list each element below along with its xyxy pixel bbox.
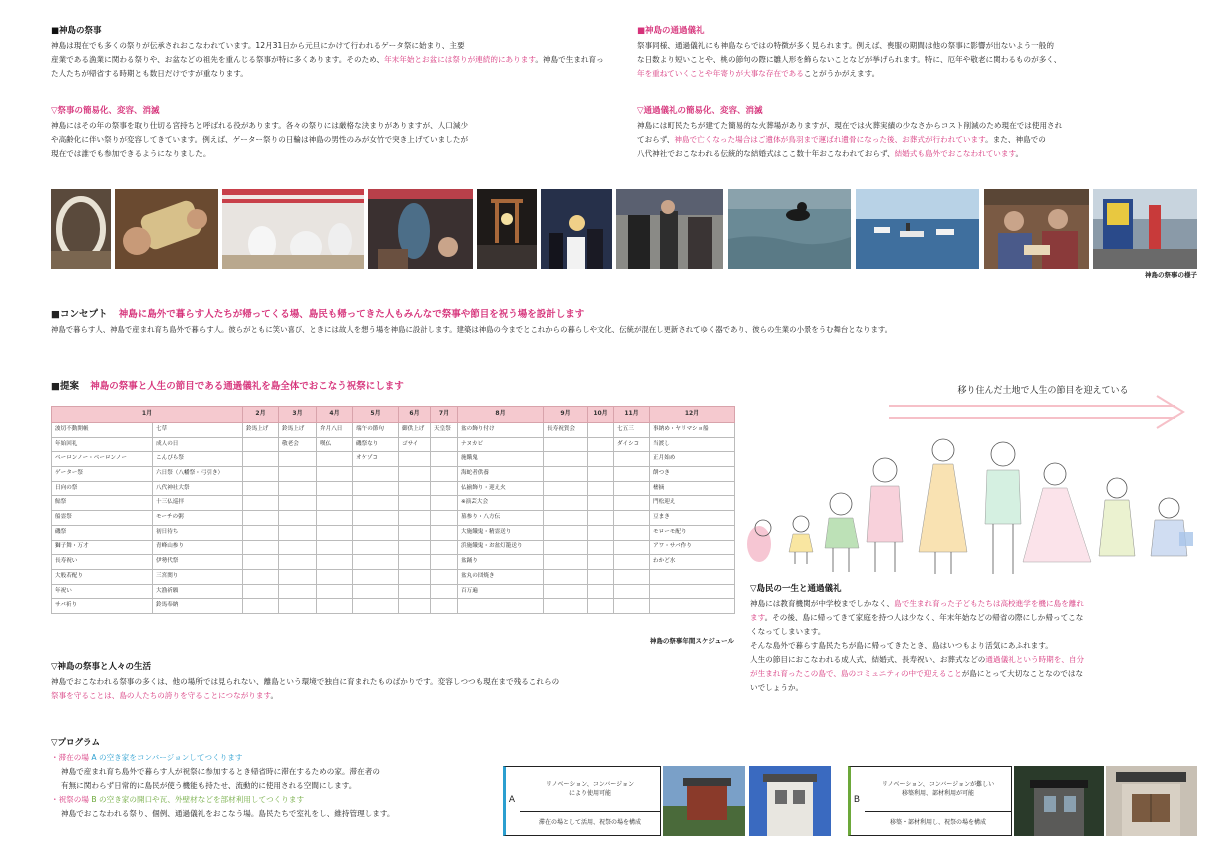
schedule-cell: [588, 584, 614, 599]
schedule-cell: 八代神社大祭: [153, 481, 243, 496]
schedule-cell: [650, 569, 735, 584]
schedule-cell: [544, 599, 588, 614]
people-body: 神島でおこなわれる祭事の多くは、他の場所では見られない、離島という環境で独自に育まれたものばかりです。変容しつつも現在まで残るこれらの 祭事を守ることは、島の人たちの誇りを守ることにつながります。: [51, 676, 560, 700]
schedule-cell: [353, 496, 399, 511]
festival-photo-11: [1093, 189, 1197, 269]
schedule-row: [52, 525, 735, 540]
schedule-cell: 天皇祭: [431, 423, 458, 438]
schedule-cell: 成人の日: [153, 437, 243, 452]
schedule-cell: [614, 467, 650, 482]
festival-section: [51, 24, 611, 81]
simplify-title: ▽祭事の簡易化、変容、消滅: [51, 106, 160, 116]
schedule-cell: [279, 467, 317, 482]
schedule-cell: [431, 452, 458, 467]
schedule-cell: わかど水: [650, 555, 735, 570]
schedule-cell: [588, 540, 614, 555]
festival-photo-7: [616, 189, 723, 269]
schedule-cell: [431, 525, 458, 540]
elder-woman-figure: [1099, 478, 1135, 556]
schedule-cell: 七五三: [614, 423, 650, 438]
schedule-cell: [544, 555, 588, 570]
schedule-cell: 大漁祈願: [153, 584, 243, 599]
fest-sub: B の空き家の開口や瓦、外壁材などを部材利用してつくります: [91, 795, 305, 805]
simplify-body: 神島にはその年の祭事を取り仕切る宮持ちと呼ばれる役があります。各々の祭りには厳格な決まりがありますが、人口減少 や高齢化に伴い祭りが変容してきています。例えば、ゲーター祭りの日輪は神島の男性のみが女竹で突き上げていましたが 現在では誰でも参加できるようになりました。: [51, 120, 469, 158]
schedule-cell: ナヌカビ: [458, 437, 544, 452]
schedule-cell: 大施餓鬼・精霊送り: [458, 525, 544, 540]
schedule-cell: モーチの粥: [153, 511, 243, 526]
schedule-cell: 大般若配り: [52, 569, 153, 584]
house-b-photo-2: [1106, 766, 1197, 836]
schedule-cell: [431, 467, 458, 482]
schedule-cell: 墓参り・八方伝: [458, 511, 544, 526]
schedule-row: [52, 569, 735, 584]
schedule-table: [51, 406, 735, 614]
program-section: [51, 736, 501, 821]
program-body: ・滞在の場 A の空き家をコンバージョンしてつくります 神島で産まれ育ち島外で暮らす人が祝祭に参加するとき帰省時に滞在するための家。滞在者の 有無に関わらず日常的に島民が使う機能も持たせ、流動的に使用される空間にします。 ・祝祭の場 B の空き家の開口や瓦、外壁材などを部材利用してつくります 神島でおこなわれる祭り、個例、通過儀礼をおこなう場。島民たちで室礼をし、維持管理します。: [51, 752, 395, 819]
schedule-cell: 盆の飾り付け: [458, 423, 544, 438]
schedule-cell: [317, 511, 353, 526]
schedule-cell: 年始回礼: [52, 437, 153, 452]
schedule-cell: [353, 511, 399, 526]
schedule-cell: 年祝い: [52, 584, 153, 599]
schedule-cell: [614, 599, 650, 614]
child-figure: [825, 493, 859, 572]
rites-simplify-body: 神島には町民たちが建てた簡易的な火葬場がありますが、現在では火葬実績の少なさからコスト削減のため現在では使用され ておらず、神島で亡くなった場合はご遺体が鳥羽まで運ばれ遺骨になった後、お葬式が行われています。また、神島での 八代神社でおこなわれる伝統的な結婚式はここ数十年おこなわれておらず、結婚式も島外でおこなわれています。: [637, 120, 1063, 158]
schedule-cell: [353, 481, 399, 496]
schedule-cell: [243, 467, 279, 482]
schedule-row: [52, 555, 735, 570]
house-a-photo-2: [749, 766, 831, 836]
schedule-cell: [614, 511, 650, 526]
house-b-photo-1: [1014, 766, 1104, 836]
schedule-cell: [588, 511, 614, 526]
schedule-cell: [317, 599, 353, 614]
schedule-cell: ベーロンノー・ベーロンノー: [52, 452, 153, 467]
schedule-cell: [243, 511, 279, 526]
schedule-cell: [614, 481, 650, 496]
schedule-cell: [588, 599, 614, 614]
schedule-cell: [317, 452, 353, 467]
schedule-cell: 仏揃飾り・迎え火: [458, 481, 544, 496]
schedule-cell: 初日待ち: [153, 525, 243, 540]
house-b-note: リノベーション、コンバージョンが難しい 移築利用、部材利用が可能: [881, 781, 995, 797]
schedule-cell: [317, 569, 353, 584]
schedule-cell: [399, 569, 431, 584]
schedule-cell: ダイシコ: [614, 437, 650, 452]
concept-title: ■コンセプト: [51, 309, 108, 320]
schedule-cell: 嘆仏: [317, 437, 353, 452]
schedule-cell: [353, 555, 399, 570]
house-a-box: [503, 766, 661, 836]
schedule-cell: [431, 584, 458, 599]
schedule-cell: [431, 511, 458, 526]
schedule-cell: ゲーター祭: [52, 467, 153, 482]
schedule-cell: [431, 496, 458, 511]
schedule-cell: [614, 569, 650, 584]
schedule-cell: [588, 555, 614, 570]
schedule-month-12: 12月: [650, 407, 735, 423]
schedule-cell: [399, 452, 431, 467]
schedule-cell: [431, 599, 458, 614]
schedule-cell: モローモ配り: [650, 525, 735, 540]
schedule-cell: [243, 540, 279, 555]
schedule-cell: アワ・サバ作り: [650, 540, 735, 555]
schedule-cell: [588, 496, 614, 511]
schedule-row: [52, 481, 735, 496]
elder-figure: [1151, 498, 1193, 556]
schedule-cell: サバ祈り: [52, 599, 153, 614]
festival-photo-10: [984, 189, 1089, 269]
schedule-cell: [614, 496, 650, 511]
schedule-row: [52, 496, 735, 511]
house-a-note: リノベーション、コンバージョン により使用可能: [545, 781, 635, 797]
schedule-month-1: 1月: [52, 407, 243, 423]
schedule-cell: 六日祭（八幡祭・弓引き）: [153, 467, 243, 482]
schedule-cell: [544, 496, 588, 511]
rites-title: ■神島の通過儀礼: [637, 26, 705, 36]
schedule-cell: 長寿祝賀会: [544, 423, 588, 438]
schedule-row: [52, 437, 735, 452]
schedule-month-8: 8月: [458, 407, 544, 423]
schedule-row: [52, 423, 735, 438]
schedule-cell: 青峰山参り: [153, 540, 243, 555]
schedule-cell: [544, 481, 588, 496]
schedule-cell: [399, 540, 431, 555]
house-a-use: 滞在の場として活用、祝祭の場を構成: [520, 811, 660, 833]
schedule-cell: ゴサイ: [399, 437, 431, 452]
schedule-cell: 百万遍: [458, 584, 544, 599]
schedule-cell: [399, 599, 431, 614]
schedule-cell: [431, 569, 458, 584]
festival-photo-8: [728, 189, 851, 269]
life-title: ▽島民の一生と通過儀礼: [750, 584, 842, 594]
schedule-row: [52, 467, 735, 482]
schedule-cell: 端午の節句: [353, 423, 399, 438]
festival-photo-6: [541, 189, 612, 269]
schedule-cell: [353, 540, 399, 555]
schedule-cell: [317, 555, 353, 570]
proposal-heading: [51, 379, 751, 396]
schedule-cell: [279, 525, 317, 540]
schedule-cell: [243, 481, 279, 496]
schedule-cell: [588, 452, 614, 467]
schedule-cell: 盆丸の団焼き: [458, 569, 544, 584]
baby-figure: [747, 520, 771, 562]
schedule-cell: [544, 540, 588, 555]
schedule-cell: 鈴馬上げ: [243, 423, 279, 438]
schedule-cell: 長寿祝い: [52, 555, 153, 570]
life-arrow: [885, 394, 1190, 434]
schedule-header-row: [52, 407, 735, 423]
house-b-box: [848, 766, 1012, 836]
schedule-cell: [317, 481, 353, 496]
schedule-cell: [279, 584, 317, 599]
schedule-cell: 弁月八日: [317, 423, 353, 438]
schedule-cell: [544, 569, 588, 584]
schedule-cell: [353, 467, 399, 482]
schedule-cell: ※演芸大会: [458, 496, 544, 511]
concept-headline: 神島に島外で暮らす人たちが帰ってくる場、島民も帰ってきた人もみんなで祭事や節目を祝う場を設計します: [118, 309, 585, 320]
proposal-headline: 神島の祭事と人生の節目である通過儀礼を島全体でおこなう祝祭にします: [90, 381, 404, 392]
schedule-cell: [243, 525, 279, 540]
toddler-figure: [789, 516, 813, 564]
stay-label: ・滞在の場: [51, 752, 89, 762]
schedule-row: [52, 584, 735, 599]
schedule-cell: [431, 481, 458, 496]
schedule-cell: [279, 496, 317, 511]
concept-heading: [51, 307, 1201, 324]
schedule-month-5: 5月: [353, 407, 399, 423]
rites-body: 祭事同様、通過儀礼にも神島ならではの特徴が多く見られます。例えば、喪服の期間は他の祭事に影響が出ないよう一般的 な日数より短いことや、桃の節句の際に雛人形を飾らないことなどが挙げられます。特に、厄年や敬老に関わるものが多く、 年を重ねていくことや年寄りが大事な存在であることがうかがえます。: [637, 40, 1062, 78]
schedule-cell: [544, 467, 588, 482]
schedule-cell: [399, 584, 431, 599]
schedule-cell: 当渡し: [650, 437, 735, 452]
simplify-section: [51, 104, 611, 161]
schedule-month-2: 2月: [243, 407, 279, 423]
schedule-cell: 餅つき: [650, 467, 735, 482]
rites-simplify-title: ▽通過儀礼の簡易化、変容、消滅: [637, 106, 763, 116]
schedule-cell: [544, 584, 588, 599]
schedule-cell: [399, 496, 431, 511]
schedule-row: [52, 452, 735, 467]
schedule-cell: [588, 467, 614, 482]
schedule-cell: [431, 437, 458, 452]
kimono-figure: [867, 458, 903, 572]
schedule-cell: 事納め・ヤリマショ船: [650, 423, 735, 438]
schedule-cell: [243, 437, 279, 452]
life-stages-illustration: [745, 432, 1200, 582]
schedule-cell: 鈴馬上げ: [279, 423, 317, 438]
schedule-cell: [588, 481, 614, 496]
woman-figure: [919, 439, 967, 574]
schedule-cell: 樒摘: [650, 481, 735, 496]
schedule-cell: [458, 599, 544, 614]
schedule-cell: 鈴馬奉納: [153, 599, 243, 614]
schedule-cell: [588, 423, 614, 438]
schedule-cell: 三宮関り: [153, 569, 243, 584]
schedule-cell: [243, 569, 279, 584]
schedule-cell: [650, 599, 735, 614]
people-section: [51, 660, 741, 703]
schedule-cell: [279, 511, 317, 526]
schedule-cell: [279, 599, 317, 614]
schedule-cell: 七草: [153, 423, 243, 438]
festival-highlight: 年末年始とお盆には祭りが連続的にあります: [384, 54, 536, 64]
schedule-row: [52, 599, 735, 614]
photo-caption: 神島の祭事の様子: [1145, 271, 1197, 279]
house-a-photo-1: [663, 766, 745, 836]
house-b-tag: B: [853, 795, 861, 806]
schedule-cell: [243, 496, 279, 511]
arrow-label: 移り住んだ土地で人生の節目を迎えている: [957, 386, 1129, 396]
festival-photo-5: [477, 189, 537, 269]
festival-photo-1: [51, 189, 111, 269]
house-b-use: 移築・部材利用し、祝祭の場を構成: [865, 811, 1011, 833]
schedule-cell: [544, 437, 588, 452]
schedule-cell: [399, 511, 431, 526]
schedule-cell: [588, 569, 614, 584]
program-title: ▽プログラム: [51, 738, 100, 748]
schedule-month-11: 11月: [614, 407, 650, 423]
schedule-cell: [614, 555, 650, 570]
schedule-cell: 御供上げ: [399, 423, 431, 438]
schedule-cell: 日向の祭: [52, 481, 153, 496]
festival-body: 神島は現在でも多くの祭りが伝承されおこなわれています。12月31日から元旦にかけて行われるゲータ祭に始まり、主要 産業である漁業に関わる祭りや、お盆などの祖先を重んじる祭事が特に多くあります。そのため、年末年始とお盆には祭りが連続的にあります。神島で生まれ育った人たちが帰省する時期とも数日だけですが重なります。: [51, 40, 604, 78]
schedule-cell: [243, 599, 279, 614]
festival-photo-9: [856, 189, 979, 269]
schedule-cell: [279, 481, 317, 496]
schedule-cell: 浜施餓鬼・お盆灯籠送り: [458, 540, 544, 555]
schedule-cell: 磯祭なり: [353, 437, 399, 452]
schedule-cell: 船霊祭: [52, 511, 153, 526]
schedule-month-6: 6月: [399, 407, 431, 423]
schedule-cell: 正月始め: [650, 452, 735, 467]
schedule-cell: [317, 467, 353, 482]
schedule-cell: 磯祭: [52, 525, 153, 540]
schedule-cell: 豆まき: [650, 511, 735, 526]
schedule-cell: [353, 569, 399, 584]
schedule-cell: [399, 481, 431, 496]
schedule-cell: 獅子舞・万才: [52, 540, 153, 555]
life-body: 神島には教育機関が中学校までしかなく、島で生まれ育った子どもたちは高校進学を機に島を離れ ます。その後、島に帰ってきて家庭を持つ人は少なく、年末年始などの帰省の際にしか帰ってこな くなってしまいます。 そんな島外で暮らす島民たちが島に帰ってきたとき、島はいつもより活気にあふれます。 人生の節目におこなわれる成人式、結婚式、長寿祝い、お葬式などの通過儀礼という時期を、自分 が生まれ育ったこの島で、島のコミュニティの中で迎えることが島にとって大切なことなのではな いでしょうか。: [750, 598, 1085, 693]
schedule-month-7: 7月: [431, 407, 458, 423]
house-a-tag: A: [508, 795, 516, 806]
schedule-month-4: 4月: [317, 407, 353, 423]
schedule-row: [52, 511, 735, 526]
schedule-cell: [650, 584, 735, 599]
schedule-cell: [588, 437, 614, 452]
schedule-cell: 鮎祭: [52, 496, 153, 511]
schedule-cell: [317, 584, 353, 599]
concept-body: 神島で暮らす人、神島で産まれ育ち島外で暮らす人。彼らがともに笑い喜び、ときには故人を想う場を神島に設計します。建築は神島の今までとこれからの暮らしや文化、伝統が混在し更新されてゆく器であり、彼らの生業の小景をうむ舞台となります。: [51, 325, 893, 334]
schedule-cell: 十三仏巡拝: [153, 496, 243, 511]
schedule-cell: こんぴら祭: [153, 452, 243, 467]
schedule-cell: [544, 511, 588, 526]
schedule-cell: [431, 540, 458, 555]
festival-title: ■神島の祭事: [51, 26, 102, 36]
schedule-caption: 神島の祭事年間スケジュール: [649, 637, 734, 645]
schedule-cell: [544, 525, 588, 540]
schedule-month-3: 3月: [279, 407, 317, 423]
schedule-cell: [279, 452, 317, 467]
schedule-cell: [279, 555, 317, 570]
schedule-cell: [614, 540, 650, 555]
groom-figure: [985, 442, 1021, 574]
proposal-title: ■提案: [51, 381, 79, 392]
festival-photo-4: [368, 189, 473, 269]
schedule-cell: [279, 540, 317, 555]
bride-figure: [1023, 463, 1091, 562]
schedule-cell: 門松迎え: [650, 496, 735, 511]
schedule-cell: [243, 584, 279, 599]
schedule-cell: [279, 569, 317, 584]
schedule-cell: [614, 525, 650, 540]
schedule-cell: 伊勢代祭: [153, 555, 243, 570]
people-title: ▽神島の祭事と人々の生活: [51, 662, 152, 672]
schedule-cell: [614, 452, 650, 467]
schedule-cell: [399, 525, 431, 540]
festival-photo-2: [115, 189, 218, 269]
schedule-month-9: 9月: [544, 407, 588, 423]
schedule-cell: [614, 584, 650, 599]
schedule-cell: 波切不動開帳: [52, 423, 153, 438]
schedule-cell: [353, 525, 399, 540]
schedule-cell: 海蛇者供養: [458, 467, 544, 482]
schedule-cell: 施餓鬼: [458, 452, 544, 467]
schedule-cell: 盆踊り: [458, 555, 544, 570]
festival-photo-3: [222, 189, 364, 269]
schedule-cell: [243, 555, 279, 570]
schedule-cell: [317, 496, 353, 511]
rites-section: [637, 24, 1202, 81]
fest-label: ・祝祭の場: [51, 795, 89, 805]
schedule-cell: [317, 525, 353, 540]
schedule-cell: [588, 525, 614, 540]
stay-sub: A の空き家をコンバージョンしてつくります: [91, 752, 243, 762]
schedule-cell: オケゾコ: [353, 452, 399, 467]
schedule-cell: [399, 467, 431, 482]
schedule-cell: [353, 599, 399, 614]
schedule-row: [52, 540, 735, 555]
rites-simplify-section: [637, 104, 1202, 161]
schedule-month-10: 10月: [588, 407, 614, 423]
schedule-cell: [399, 555, 431, 570]
schedule-cell: [431, 555, 458, 570]
life-section: [750, 582, 1200, 695]
schedule-cell: [544, 452, 588, 467]
schedule-cell: [243, 452, 279, 467]
schedule-cell: [317, 540, 353, 555]
schedule-cell: [353, 584, 399, 599]
schedule-cell: 敬老会: [279, 437, 317, 452]
